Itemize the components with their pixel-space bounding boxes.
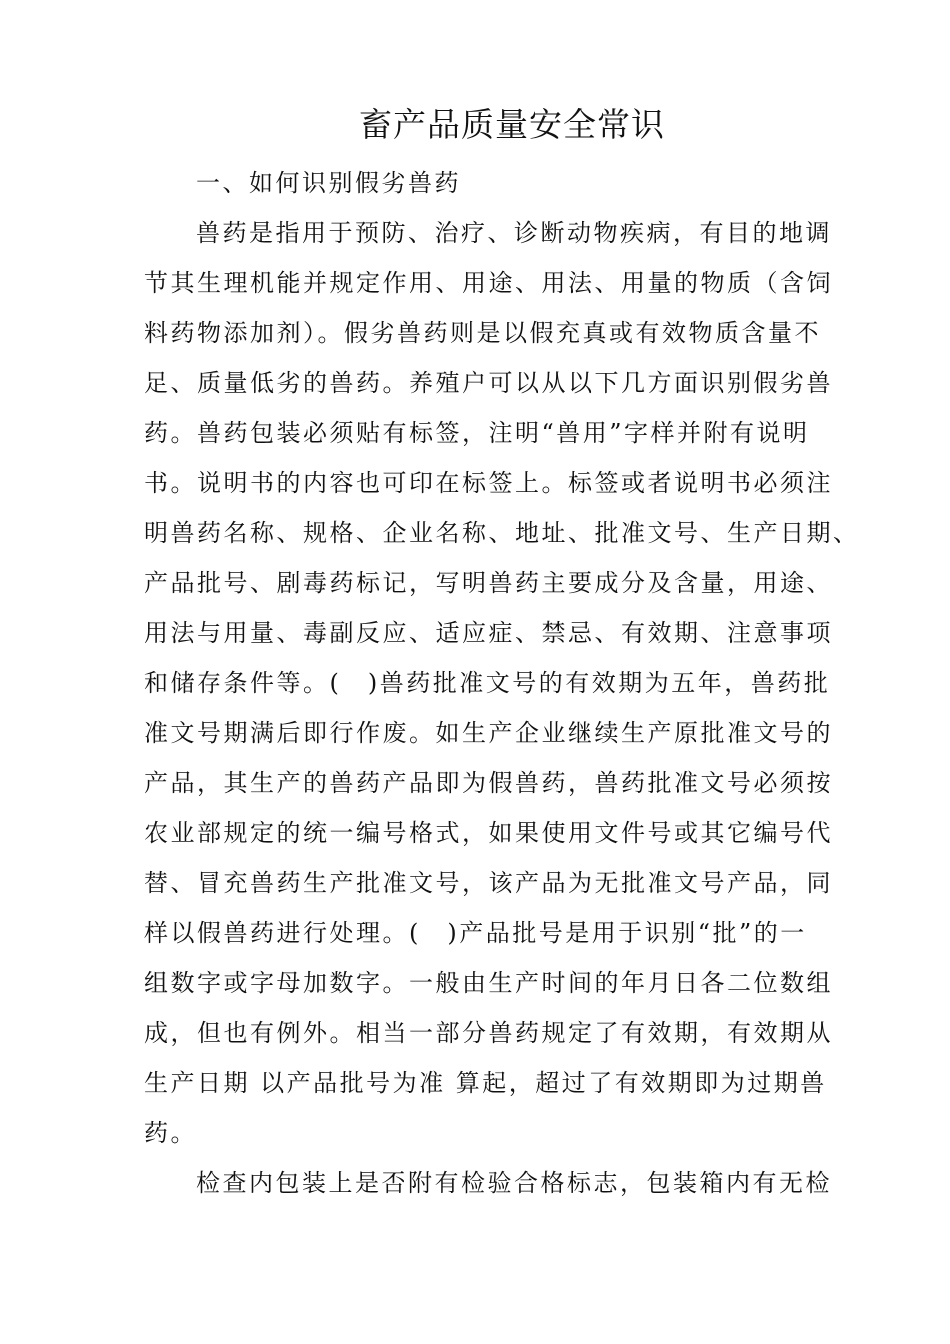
paragraph-line: 药。兽药包装必须贴有标签，注明“兽用”字样并附有说明 — [144, 419, 810, 447]
paragraph-line: 样以假兽药进行处理。( )产品批号是用于识别“批”的一 — [144, 919, 807, 947]
paragraph-line: 产品，其生产的兽药产品即为假兽药，兽药批准文号必须按 — [144, 769, 833, 797]
paragraph-line: 生产日期 以产品批号为准 算起，超过了有效期即为过期兽 — [144, 1069, 827, 1097]
paragraph-line: 用法与用量、毒副反应、适应症、禁忌、有效期、注意事项 — [144, 619, 833, 647]
paragraph-line: 和储存条件等。( )兽药批准文号的有效期为五年，兽药批 — [144, 669, 831, 697]
paragraph-line: 足、质量低劣的兽药。养殖户可以从以下几方面识别假劣兽 — [144, 369, 833, 397]
paragraph-line: 产品批号、剧毒药标记，写明兽药主要成分及含量，用途、 — [144, 569, 833, 597]
paragraph-line: 料药物添加剂）。假劣兽药则是以假充真或有效物质含量不 — [144, 319, 821, 347]
paragraph-line: 兽药是指用于预防、治疗、诊断动物疾病，有目的地调 — [196, 219, 832, 247]
paragraph-line: 替、冒充兽药生产批准文号，该产品为无批准文号产品，同 — [144, 869, 833, 897]
paragraph-line: 组数字或字母加数字。一般由生产时间的年月日各二位数组 — [144, 969, 833, 997]
paragraph-line: 农业部规定的统一编号格式，如果使用文件号或其它编号代 — [144, 819, 833, 847]
paragraph-line: 书。说明书的内容也可印在标签上。标签或者说明书必须注 — [144, 469, 833, 497]
section-heading: 一、如何识别假劣兽药 — [196, 169, 461, 197]
paragraph-line: 药。 — [144, 1119, 197, 1147]
document-title: 畜产品质量安全常识 — [359, 105, 665, 144]
paragraph-line: 节其生理机能并规定作用、用途、用法、用量的物质（含饲 — [144, 269, 833, 297]
paragraph-line: 准文号期满后即行作废。如生产企业继续生产原批准文号的 — [144, 719, 833, 747]
paragraph-line: 检查内包装上是否附有检验合格标志，包装箱内有无检 — [196, 1169, 832, 1197]
paragraph-line: 明兽药名称、规格、企业名称、地址、批准文号、生产日期、 — [144, 519, 860, 547]
paragraph-line: 成，但也有例外。相当一部分兽药规定了有效期，有效期从 — [144, 1019, 833, 1047]
